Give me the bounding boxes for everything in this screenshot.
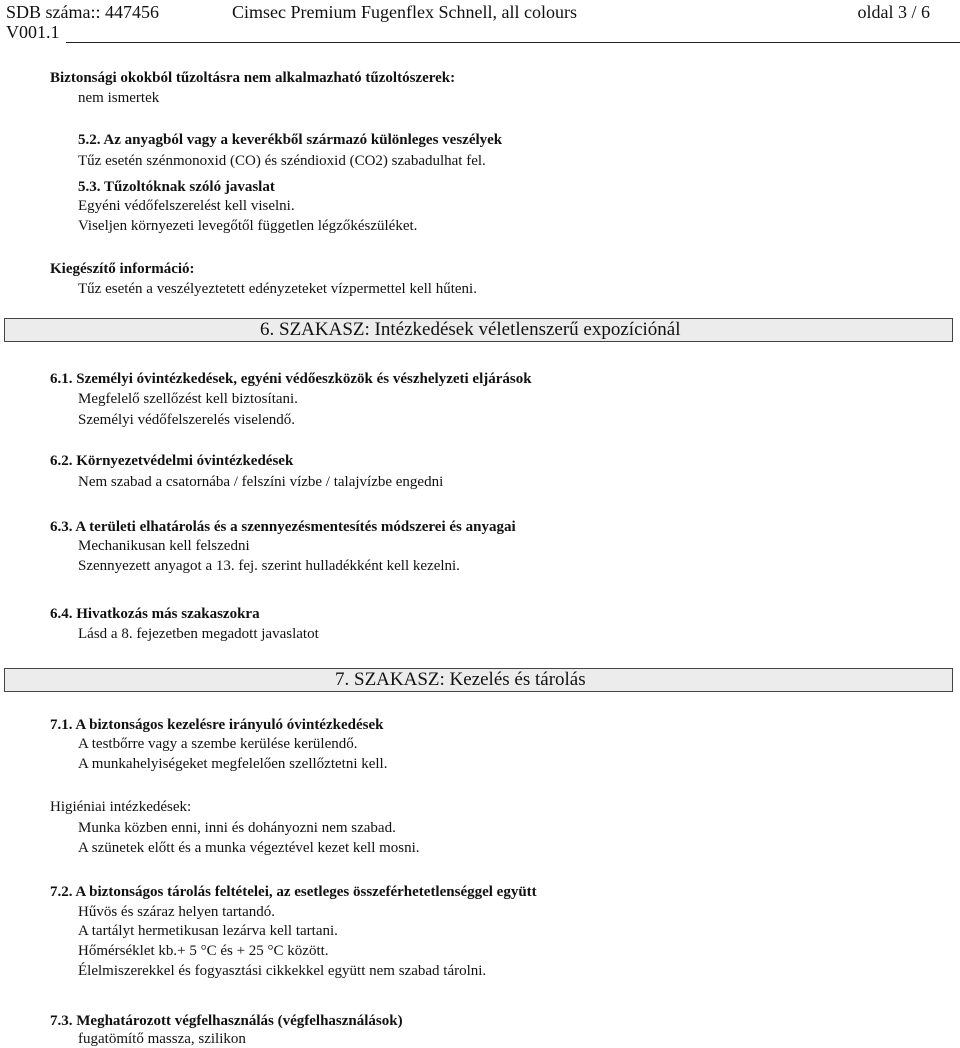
subsection-7-1-text: A munkahelyiségeket megfelelően szellőztetni kell. <box>78 756 388 772</box>
subsection-6-4-text: Lásd a 8. fejezetben megadott javaslatot <box>78 626 319 642</box>
page-header <box>0 0 960 46</box>
section-6-title: 6. SZAKASZ: Intézkedések véletlenszerű expozíciónál <box>260 319 681 340</box>
subsection-7-2-text: Élelmiszerekkel és fogyasztási cikkekkel együtt nem szabad tárolni. <box>78 963 487 979</box>
hygiene-text: A szünetek előtt és a munka végeztével kezet kell mosni. <box>78 840 420 856</box>
subsection-7-2-heading: 7.2. A biztonságos tárolás feltételei, az esetleges összeférhetetlenséggel együtt <box>50 884 537 900</box>
subsection-7-1-heading: 7.1. A biztonságos kezelésre irányuló óvintézkedések <box>50 717 384 733</box>
subsection-6-3-text: Mechanikusan kell felszedni <box>78 538 250 554</box>
subsection-6-2-heading: 6.2. Környezetvédelmi óvintézkedések <box>50 453 294 469</box>
subsection-5-2-text: Tűz esetén szénmonoxid (CO) és széndioxid (CO2) szabadulhat fel. <box>78 153 486 169</box>
subsection-7-1-text: A testbőrre vagy a szembe kerülése kerülendő. <box>78 736 358 752</box>
subsection-5-3-text: Egyéni védőfelszerelést kell viselni. <box>78 198 295 214</box>
section-6-banner <box>4 318 953 342</box>
unsuitable-extinguishers-value: nem ismertek <box>78 90 160 106</box>
sds-number: SDB száma:: 447456 <box>6 2 159 22</box>
additional-info-text: Tűz esetén a veszélyeztetett edényzeteket vízpermettel kell hűteni. <box>78 281 477 297</box>
section-7-title: 7. SZAKASZ: Kezelés és tárolás <box>335 669 586 690</box>
version: V001.1 <box>6 22 60 42</box>
section-7-banner <box>4 668 953 692</box>
additional-info-heading: Kiegészítő információ: <box>50 261 195 277</box>
subsection-6-3-text: Szennyezett anyagot a 13. fej. szerint hulladékként kell kezelni. <box>78 558 460 574</box>
unsuitable-extinguishers-heading: Biztonsági okokból tűzoltásra nem alkalmazható tűzoltószerek: <box>50 70 456 86</box>
subsection-6-1-heading: 6.1. Személyi óvintézkedések, egyéni védőeszközök és vészhelyzeti eljárások <box>50 371 532 387</box>
subsection-7-2-text: Hűvös és száraz helyen tartandó. <box>78 904 276 920</box>
subsection-6-2-text: Nem szabad a csatornába / felszíni vízbe / talajvízbe engedni <box>78 474 444 490</box>
product-name: Cimsec Premium Fugenflex Schnell, all colours <box>232 2 577 22</box>
subsection-5-2-heading: 5.2. Az anyagból vagy a keverékből származó különleges veszélyek <box>78 132 503 148</box>
subsection-5-3-text: Viseljen környezeti levegőtől független légzőkészüléket. <box>78 218 418 234</box>
subsection-6-1-text: Személyi védőfelszerelés viselendő. <box>78 412 296 428</box>
subsection-6-1-text: Megfelelő szellőzést kell biztosítani. <box>78 391 298 407</box>
page-number: oldal 3 / 6 <box>857 2 930 22</box>
subsection-6-3-heading: 6.3. A területi elhatárolás és a szennyezésmentesítés módszerei és anyagai <box>50 519 516 535</box>
subsection-7-3-heading: 7.3. Meghatározott végfelhasználás (végfelhasználások) <box>50 1013 403 1029</box>
subsection-6-4-heading: 6.4. Hivatkozás más szakaszokra <box>50 606 260 622</box>
header-divider <box>66 42 960 43</box>
hygiene-heading: Higiéniai intézkedések: <box>50 799 192 815</box>
hygiene-text: Munka közben enni, inni és dohányozni nem szabad. <box>78 820 396 836</box>
subsection-7-3-text: fugatömítő massza, szilikon <box>78 1031 246 1047</box>
subsection-7-2-text: A tartályt hermetikusan lezárva kell tartani. <box>78 923 338 939</box>
subsection-5-3-heading: 5.3. Tűzoltóknak szóló javaslat <box>78 179 275 195</box>
subsection-7-2-text: Hőmérséklet kb.+ 5 °C és + 25 °C között. <box>78 943 329 959</box>
